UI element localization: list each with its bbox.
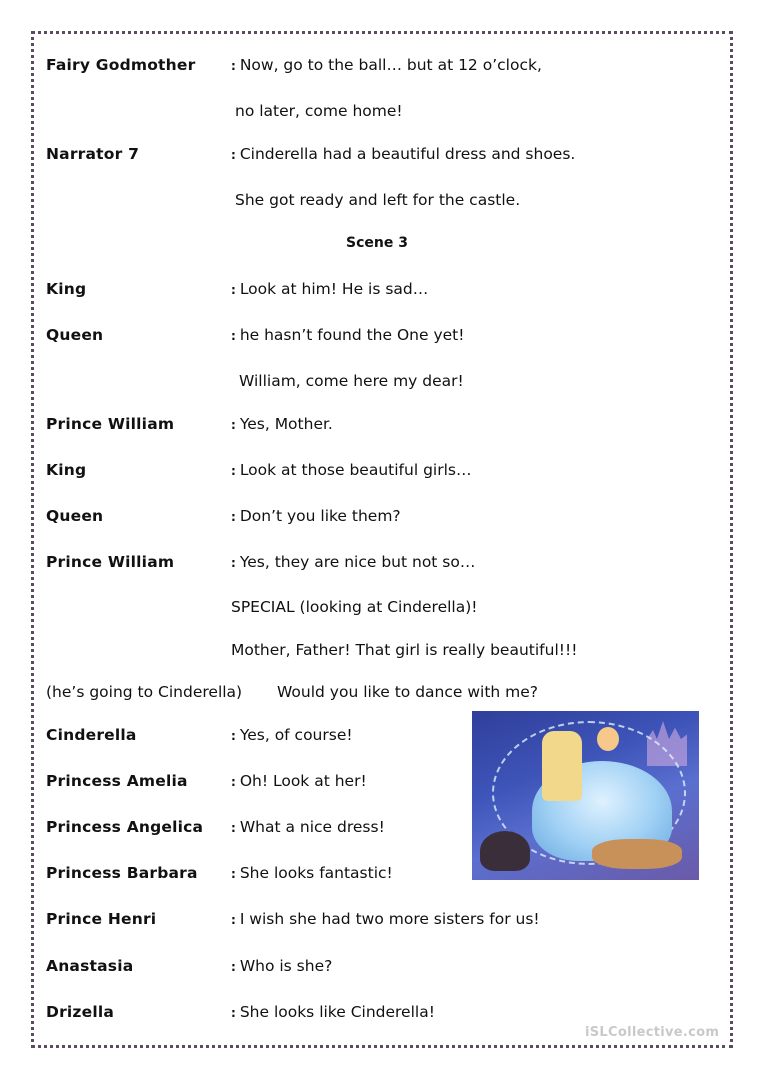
princess-head-shape bbox=[597, 727, 619, 751]
speaker-label: King bbox=[46, 280, 87, 298]
dialogue-line bbox=[231, 506, 401, 527]
dialogue-line bbox=[231, 725, 353, 746]
prince-shape bbox=[542, 731, 582, 801]
speaker-label: Queen bbox=[46, 326, 104, 344]
colon-marker: : bbox=[231, 464, 236, 478]
dialogue-text: Cinderella had a beautiful dress and shoes. bbox=[239, 145, 576, 163]
colon-marker: : bbox=[231, 821, 236, 835]
speaker-label: Anastasia bbox=[46, 957, 134, 975]
speaker-label: Narrator 7 bbox=[46, 145, 140, 163]
speaker-label: Princess Angelica bbox=[46, 818, 204, 836]
dialogue-text: Look at him! He is sad… bbox=[239, 280, 429, 298]
dialogue-text: Don’t you like them? bbox=[239, 507, 401, 525]
speaker-label: Prince William bbox=[46, 553, 175, 571]
dialogue-line bbox=[231, 909, 540, 930]
dialogue-line bbox=[231, 325, 464, 346]
colon-marker: : bbox=[231, 283, 236, 297]
continuation-line: William, come here my dear! bbox=[239, 372, 464, 390]
dialogue-line bbox=[231, 552, 475, 573]
dialogue-line bbox=[231, 863, 393, 884]
colon-marker: : bbox=[231, 729, 236, 743]
dialogue-text: Who is she? bbox=[239, 957, 333, 975]
colon-marker: : bbox=[231, 1006, 236, 1020]
colon-marker: : bbox=[231, 418, 236, 432]
colon-marker: : bbox=[231, 148, 236, 162]
dialogue-text: I wish she had two more sisters for us! bbox=[239, 910, 540, 928]
continuation-line: no later, come home! bbox=[235, 102, 403, 120]
dialogue-text: he hasn’t found the One yet! bbox=[239, 326, 465, 344]
dialogue-text: Would you like to dance with me? bbox=[277, 683, 539, 701]
speaker-label: Fairy Godmother bbox=[46, 56, 196, 74]
dialogue-text: Now, go to the ball… but at 12 o’clock, bbox=[239, 56, 542, 74]
speaker-label: Cinderella bbox=[46, 726, 137, 744]
colon-marker: : bbox=[231, 913, 236, 927]
cinderella-illustration bbox=[472, 711, 699, 880]
dialogue-line bbox=[231, 771, 367, 792]
dialogue-line bbox=[231, 1002, 435, 1023]
colon-marker: : bbox=[231, 556, 236, 570]
page-border bbox=[31, 31, 733, 1048]
continuation-line: SPECIAL (looking at Cinderella)! bbox=[231, 598, 478, 616]
colon-marker: : bbox=[231, 867, 236, 881]
dialogue-text: Yes, Mother. bbox=[239, 415, 333, 433]
speaker-label: Drizella bbox=[46, 1003, 115, 1021]
colon-marker: : bbox=[231, 59, 236, 73]
dialogue-text: She looks fantastic! bbox=[239, 864, 393, 882]
colon-marker: : bbox=[231, 510, 236, 524]
speaker-label: Prince William bbox=[46, 415, 175, 433]
mice-shape bbox=[592, 839, 682, 869]
dialogue-text: She looks like Cinderella! bbox=[239, 1003, 435, 1021]
speaker-label: Queen bbox=[46, 507, 104, 525]
dialogue-text: Yes, they are nice but not so… bbox=[239, 553, 476, 571]
dialogue-line bbox=[231, 817, 385, 838]
dialogue-text: Yes, of course! bbox=[239, 726, 353, 744]
scene-heading: Scene 3 bbox=[346, 235, 408, 251]
colon-marker: : bbox=[231, 960, 236, 974]
watermark: iSLCollective.com bbox=[585, 1025, 720, 1040]
speaker-label: King bbox=[46, 461, 87, 479]
dialogue-line bbox=[231, 279, 428, 300]
dialogue-line bbox=[231, 460, 471, 481]
dialogue-line bbox=[231, 414, 333, 435]
cat-shape bbox=[480, 831, 530, 871]
continuation-line: Mother, Father! That girl is really beautiful!!! bbox=[231, 641, 578, 659]
continuation-line: She got ready and left for the castle. bbox=[235, 191, 521, 209]
dialogue-text: Oh! Look at her! bbox=[239, 772, 367, 790]
dialogue-text: Look at those beautiful girls… bbox=[239, 461, 472, 479]
stage-direction: (he’s going to Cinderella) bbox=[46, 683, 243, 701]
dialogue-line bbox=[231, 956, 332, 977]
dialogue-line bbox=[231, 55, 542, 76]
dialogue-text: What a nice dress! bbox=[239, 818, 385, 836]
colon-marker: : bbox=[231, 775, 236, 789]
speaker-label: Prince Henri bbox=[46, 910, 157, 928]
speaker-label: Princess Barbara bbox=[46, 864, 198, 882]
speaker-label: Princess Amelia bbox=[46, 772, 188, 790]
colon-marker: : bbox=[231, 329, 236, 343]
dialogue-line bbox=[231, 144, 575, 165]
